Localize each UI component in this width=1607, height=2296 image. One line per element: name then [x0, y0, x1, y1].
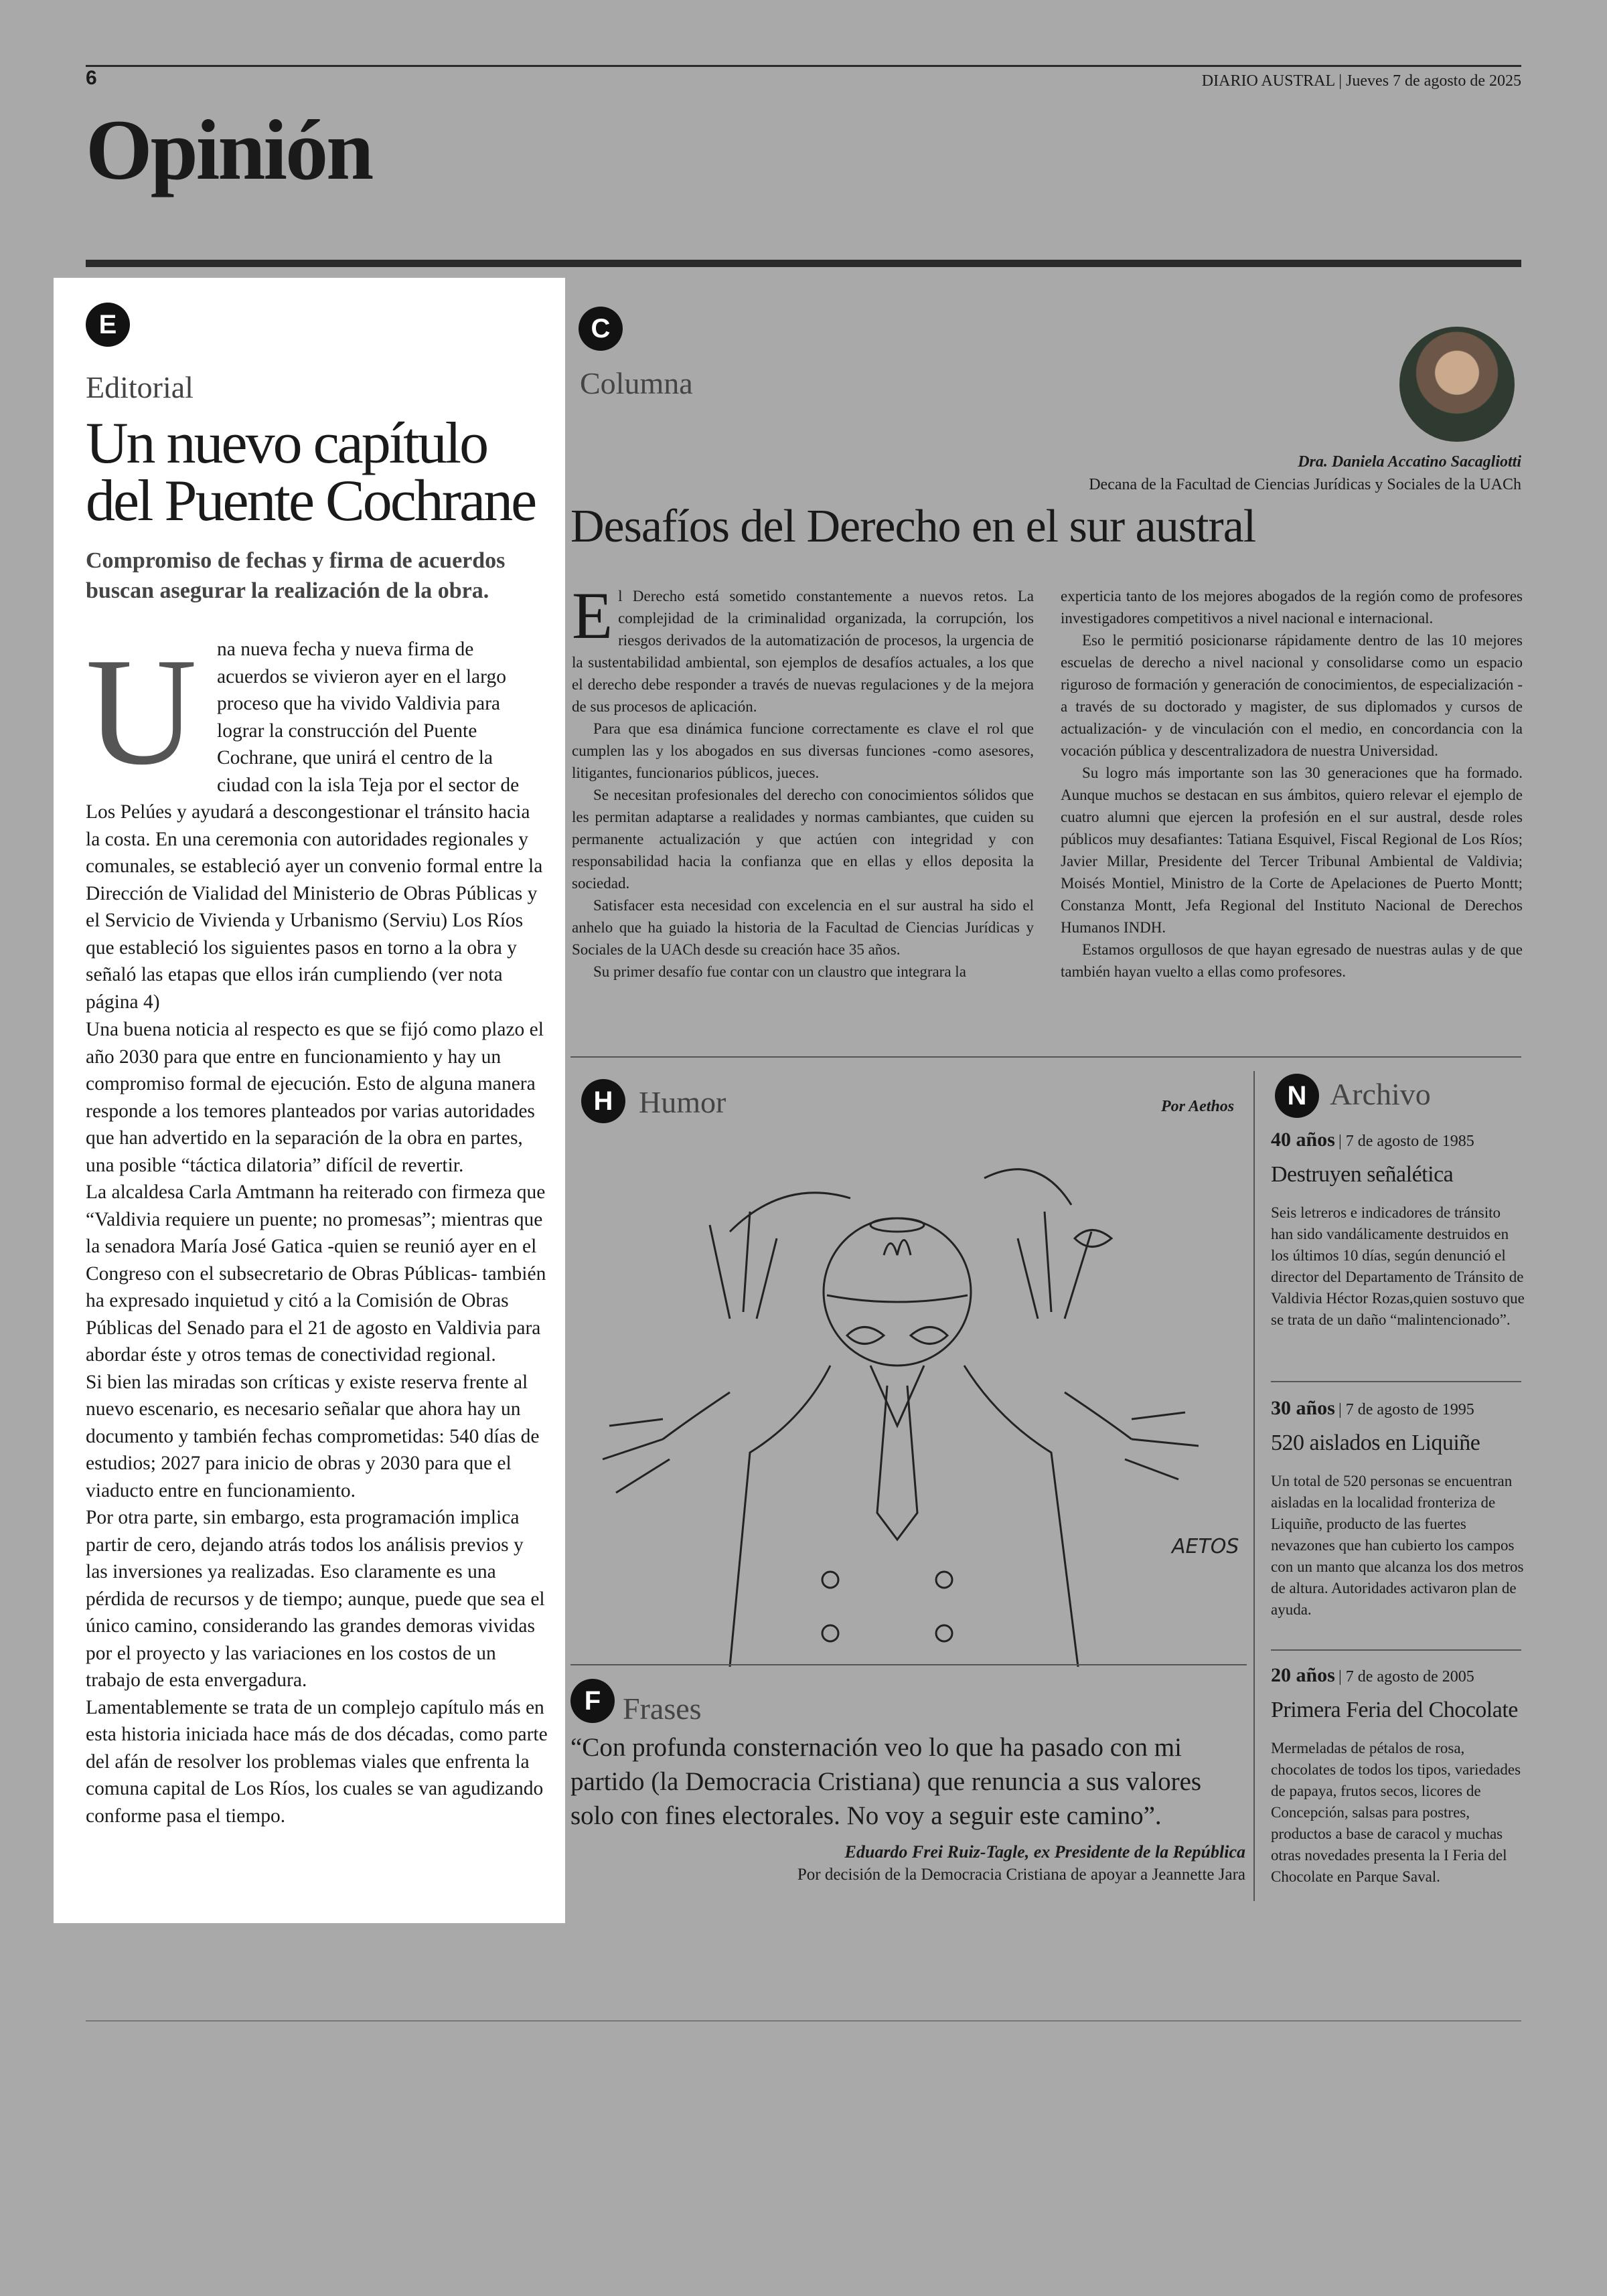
archive-divider [1253, 1071, 1255, 1901]
column-author-role: Decana de la Facultad de Ciencias Jurídicas y Sociales de la UACh [1089, 476, 1521, 493]
editorial-paragraph: La alcaldesa Carla Amtmann ha reiterado con firmeza que “Valdivia requiere un puente; no promesas”; mientras que la senadora María José Gatica -quien se reunió ayer en el Congreso con el subsecretario de Obras Públicas- también ha expresado inquietud y citó a la Comisión de Obras Públicas del Senado para el 21 de agosto en Valdivia para abordar éste y otros temas de conectividad regional. [86, 1181, 546, 1366]
cartoonist-signature: AETOS [1172, 1535, 1239, 1558]
humor-cartoon-illustration [583, 1138, 1239, 1667]
issue-date: Jueves 7 de agosto de 2025 [1346, 72, 1521, 90]
section-rule [86, 260, 1521, 267]
column-paragraph: Su logro más importante son las 30 generaciones que ha formado. Aunque muchos se destacan en sus ámbitos, quiero relevar el ejemplo de cuatro alumni que ejercen la profesión en el sur austral, desde roles públicos muy desafiantes: Tatiana Esquivel, Fiscal Regional de Los Ríos; Javier Millar, Presidente del Tercer Tribunal Ambiental de Valdivia; Moisés Montiel, Ministro de la Corte de Apelaciones de Puerto Montt; Constanza Montt, Jefa Regional del Instituto Nacional de Derechos Humanos INDH. [1061, 764, 1523, 936]
column-paragraph: Se necesitan profesionales del derecho con conocimientos sólidos que les permitan adaptarse a realidades y normas cambiantes, que cuiden su permanente actualización y que actúen con integridad y con responsabilidad hacia la confianza que en ellas y ellos deposita la sociedad. [572, 787, 1034, 892]
figure-suit-icon [730, 1366, 1078, 1667]
archive-date: 7 de agosto de 2005 [1345, 1668, 1474, 1686]
archive-item: 30 años | 7 de agosto de 1995 520 aislados en Liquiñe Un total de 520 personas se encuentran aisladas en la localidad fronteriza de Liquiñe, producto de las fuertes nevazones que han cubierto los campos con un manto que alcanza los dos metros de altura. Autoridades activaron plan de ayuda. [1271, 1397, 1525, 1621]
archive-headline: Primera Feria del Chocolate [1271, 1698, 1518, 1722]
archive-body: Mermeladas de pétalos de rosa, chocolates de todos los tipos, variedades de papaya, frutos secos, licores de Concepción, salsas para postres, productos a base de caracol y muchas otras novedades presenta la I Feria del Chocolate en Parque Saval. [1271, 1740, 1521, 1885]
phrases-context: Por decisión de la Democracia Cristiana de apoyar a Jeannette Jara [797, 1866, 1245, 1884]
humor-bottom-rule [570, 1664, 1247, 1665]
archive-body: Un total de 520 personas se encuentran aisladas en la localidad fronteriza de Liquiñe, producto de las fuertes nevazones que han cubierto los campos con un manto que alcanza los dos metros de altura. Autoridades activaron plan de ayuda. [1271, 1473, 1524, 1618]
editorial-title-line-2: del Puente Cochrane [86, 469, 536, 534]
column-paragraph: experticia tanto de los mejores abogados de la región como de profesores investigadores competitivos a nivel nacional e internacional. [1061, 588, 1523, 627]
waving-hands-icon [603, 1212, 1199, 1493]
archive-years: 20 años [1271, 1664, 1335, 1686]
humor-badge: H [581, 1079, 625, 1123]
archive-badge: N [1275, 1074, 1319, 1118]
jumping-fish-icon [730, 1169, 1112, 1247]
humor-byline: Por Aethos [1161, 1098, 1235, 1115]
archive-item: 20 años | 7 de agosto de 2005 Primera Feria del Chocolate Mermeladas de pétalos de rosa, chocolates de todos los tipos, variedades de papaya, frutos secos, licores de Concepción, salsas para postres, productos a base de caracol y muchas otras novedades presenta la I Feria del Chocolate en Parque Saval. [1271, 1664, 1525, 1888]
publication-name: DIARIO AUSTRAL [1201, 72, 1335, 90]
phrases-attribution: Eduardo Frei Ruiz-Tagle, ex Presidente de la República [844, 1842, 1245, 1862]
editorial-first-paragraph [86, 626, 548, 1015]
editorial-subtitle: Compromiso de fechas y firma de acuerdos buscan asegurar la realización de la obra. [86, 548, 506, 603]
column-byline [1089, 450, 1521, 496]
bottom-rule [86, 2020, 1521, 2022]
column-text-left [572, 578, 1034, 983]
archive-item-rule [1271, 1649, 1521, 1651]
archive-date: 7 de agosto de 1995 [1345, 1401, 1474, 1418]
column-bottom-rule [570, 1056, 1521, 1058]
fish-in-bowl-icon [847, 1327, 947, 1344]
editorial-label: Editorial [86, 370, 194, 404]
archive-years: 30 años [1271, 1397, 1335, 1419]
editorial-title [86, 411, 568, 534]
editorial-paragraph: Lamentablemente se trata de un complejo capítulo más en esta historia iniciada hace más de dos décadas, como parte del afán de resolver los problemas viales que enfrenta la comuna capital de Los Ríos, los cuales se van agudizando conforme pasa el tiempo. [86, 1696, 548, 1827]
column-paragraph: Su primer desafío fue contar con un claustro que integrara la [593, 963, 966, 980]
archive-item: 40 años | 7 de agosto de 1985 Destruyen señalética Seis letreros e indicadores de tránsito han sido vandálicamente destruidos en los últimos 10 días, según denunció el director del Departamento de Tránsito de Valdivia Héctor Rozas,quien sostuvo que se trata de un daño “malintencionado”. [1271, 1129, 1525, 1331]
column-paragraph: El Derecho está sometido constantemente a nuevos retos. La complejidad de la criminalidad organizada, la corrupción, los riesgos derivados de la automatización de procesos, la urgencia de la sustentabilidad ambiental, son ejemplos de desafíos actuales, a los que el derecho debe responder a través de nuevas regulaciones y de la mejora de sus procesos de aplicación. [572, 578, 1034, 715]
column-label: Columna [580, 366, 693, 400]
editorial-paragraph: Si bien las miradas son críticas y existe reserva frente al nuevo escenario, es necesario señalar que ahora hay un documento y también fechas comprometidas: 540 días de estudios; 2027 para inicio de obras y 2030 para que el viaducto entre en funcionamiento. [86, 1371, 540, 1501]
archive-body: Seis letreros e indicadores de tránsito han sido vandálicamente destruidos en los últimos 10 días, según denunció el director del Departamento de Tránsito de Valdivia Héctor Rozas,quien sostuvo que se trata de un daño “malintencionado”. [1271, 1204, 1525, 1328]
editorial-body [86, 1016, 548, 1829]
archive-years: 40 años [1271, 1129, 1335, 1151]
humor-label: Humor [639, 1085, 726, 1119]
fishbowl-icon [824, 1218, 971, 1366]
archive-headline: Destruyen señalética [1271, 1162, 1454, 1187]
column-text-right [1061, 585, 1523, 983]
column-badge: C [579, 307, 623, 351]
author-avatar [1399, 327, 1515, 442]
top-rule [86, 65, 1521, 67]
archive-date: 7 de agosto de 1985 [1345, 1133, 1474, 1150]
column-paragraph: Estamos orgullosos de que hayan egresado de nuestras aulas y de que también hayan vuelto a ellas como profesores. [1061, 941, 1523, 980]
section-title: Opinión [86, 102, 372, 197]
archive-label: Archivo [1330, 1077, 1431, 1111]
editorial-paragraph: Una buena noticia al respecto es que se fijó como plazo el año 2030 para que entre en funcionamiento y hay un compromiso formal de ejecución. Esto de alguna manera responde a los temores planteados por varias autoridades que han advertido en la separación de la obra en partes, una posible “táctica dilatoria” difícil de revertir. [86, 1019, 544, 1176]
editorial-first-text: na nueva fecha y nueva firma de acuerdos se vivieron ayer en el largo proceso que ha vivido Valdivia para lograr la construcción del Puente Cochrane, que unirá el centro de la ciudad con la isla Teja por el sector de Los Pelúes y ayudará a descongestionar el tránsito hacia la costa. En una ceremonia con autoridades regionales y comunales, se estableció ayer un convenio formal entre la Dirección de Vialidad del Ministerio de Obras Públicas y el Servicio de Vivienda y Urbanismo (Serviu) Los Ríos que estableció los siguientes pasos en torno a la obra y señaló las etapas que ellos irán cumpliendo (ver nota página 4) [86, 639, 543, 1013]
archive-headline: 520 aislados en Liquiñe [1271, 1430, 1480, 1455]
page-number: 6 [86, 67, 97, 89]
editorial-dropcap: U [86, 626, 198, 797]
column-paragraph: Eso le permitió posicionarse rápidamente dentro de las 10 mejores escuelas de derecho a nivel nacional y consolidarse como un espacio riguroso de formación y generación de conocimientos, de especialización -a través de su doctorado y magister, de sus diplomados y cursos de actualización- y de vinculación con el medio, en concordancia con la vocación pública y descentralizadora de nuestra Universidad. [1061, 632, 1523, 759]
editorial-paragraph: Por otra parte, sin embargo, esta programación implica partir de cero, dejando atrás todos los análisis previos y las inversiones ya realizadas. Eso claramente es una pérdida de recursos y de tiempo; aunque, puede que sea el único camino, considerando las grandes demoras vividas por el proyecto y las variaciones en los costos de un trabajo de esta envergadura. [86, 1507, 545, 1691]
column-paragraph: Satisfacer esta necesidad con excelencia en el sur austral ha sido el anhelo que ha guiado la historia de la Facultad de Ciencias Jurídicas y Sociales de la UACh desde su creación hace 35 años. [572, 897, 1034, 958]
phrases-quote: “Con profunda consternación veo lo que ha pasado con mi partido (la Democracia Cristiana) que renuncia a sus valores solo con fines electorales. No voy a seguir este camino”. [570, 1733, 1202, 1830]
column-dropcap: E [572, 578, 613, 653]
column-author: Dra. Daniela Accatino Sacagliotti [1298, 453, 1521, 471]
archive-item-rule [1271, 1381, 1521, 1382]
column-paragraph: Para que esa dinámica funcione correctamente es clave el rol que cumplen las y los abogados en sus diversas funciones -como asesores, litigantes, funcionarios públicos, jueces. [572, 720, 1034, 781]
phrases-label: Frases [623, 1692, 702, 1726]
editorial-badge: E [86, 303, 130, 347]
editorial-title-line-1: Un nuevo capítulo [86, 411, 487, 476]
masthead-info: DIARIO AUSTRAL | Jueves 7 de agosto de 2025 [1201, 72, 1521, 90]
column-title: Desafíos del Derecho en el sur austral [570, 501, 1256, 552]
phrases-badge: F [570, 1679, 615, 1723]
